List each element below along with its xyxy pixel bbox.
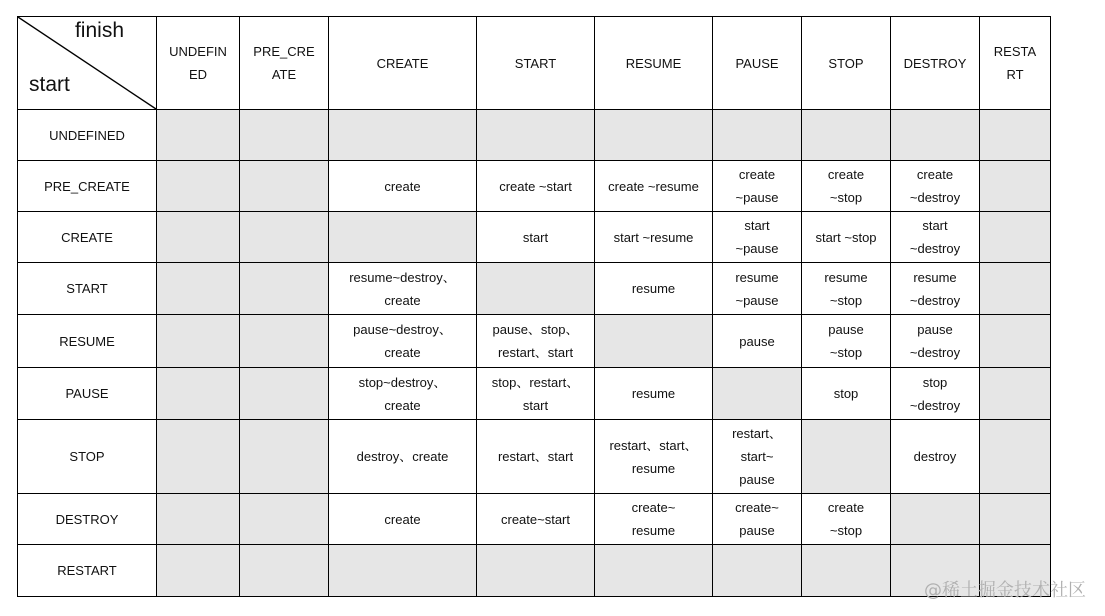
table-row <box>18 545 1051 597</box>
empty-cell <box>157 315 240 368</box>
row-header: START <box>18 263 157 315</box>
table-row <box>18 110 1051 161</box>
empty-cell <box>157 494 240 545</box>
transition-cell: restart、 start~ pause <box>713 420 802 494</box>
corner-cell <box>18 17 157 110</box>
table-row <box>18 368 1051 420</box>
empty-cell <box>980 368 1051 420</box>
corner-start-label: start <box>29 73 70 96</box>
empty-cell <box>329 110 477 161</box>
table-row <box>18 420 1051 494</box>
empty-cell <box>157 161 240 212</box>
empty-cell <box>802 420 891 494</box>
transition-cell: stop~destroy、 create <box>329 368 477 420</box>
empty-cell <box>713 368 802 420</box>
transition-cell: create ~stop <box>802 161 891 212</box>
transition-cell: restart、start、 resume <box>595 420 713 494</box>
column-header: PAUSE <box>713 17 802 110</box>
transition-cell: start <box>477 212 595 263</box>
transition-cell: create ~stop <box>802 494 891 545</box>
empty-cell <box>980 420 1051 494</box>
empty-cell <box>240 494 329 545</box>
empty-cell <box>595 110 713 161</box>
row-header: STOP <box>18 420 157 494</box>
empty-cell <box>802 545 891 597</box>
transition-cell: pause、stop、 restart、start <box>477 315 595 368</box>
empty-cell <box>713 545 802 597</box>
transition-cell: create~ pause <box>713 494 802 545</box>
transition-cell: restart、start <box>477 420 595 494</box>
row-header: RESTART <box>18 545 157 597</box>
transition-cell: destroy <box>891 420 980 494</box>
transition-cell: stop、restart、 start <box>477 368 595 420</box>
empty-cell <box>157 263 240 315</box>
column-header: PRE_CRE ATE <box>240 17 329 110</box>
empty-cell <box>157 368 240 420</box>
column-header: UNDEFIN ED <box>157 17 240 110</box>
column-header: DESTROY <box>891 17 980 110</box>
transition-cell: resume <box>595 368 713 420</box>
row-header: UNDEFINED <box>18 110 157 161</box>
table-row <box>18 161 1051 212</box>
empty-cell <box>240 212 329 263</box>
transition-cell: stop <box>802 368 891 420</box>
row-header: PRE_CREATE <box>18 161 157 212</box>
transition-cell: start ~pause <box>713 212 802 263</box>
transition-cell: create~start <box>477 494 595 545</box>
empty-cell <box>240 545 329 597</box>
empty-cell <box>157 212 240 263</box>
transition-cell: resume <box>595 263 713 315</box>
empty-cell <box>595 315 713 368</box>
empty-cell <box>240 161 329 212</box>
transition-cell: stop ~destroy <box>891 368 980 420</box>
transition-cell: pause ~stop <box>802 315 891 368</box>
transition-cell: resume ~pause <box>713 263 802 315</box>
empty-cell <box>329 212 477 263</box>
header-row <box>18 17 1051 110</box>
transition-cell: create <box>329 161 477 212</box>
empty-cell <box>980 315 1051 368</box>
empty-cell <box>891 110 980 161</box>
row-header: CREATE <box>18 212 157 263</box>
table-row <box>18 212 1051 263</box>
empty-cell <box>157 545 240 597</box>
empty-cell <box>802 110 891 161</box>
transition-cell: resume ~destroy <box>891 263 980 315</box>
empty-cell <box>477 263 595 315</box>
empty-cell <box>713 110 802 161</box>
empty-cell <box>980 161 1051 212</box>
transition-cell: resume ~stop <box>802 263 891 315</box>
empty-cell <box>240 315 329 368</box>
transition-cell: start ~stop <box>802 212 891 263</box>
empty-cell <box>240 368 329 420</box>
transition-cell: create ~start <box>477 161 595 212</box>
empty-cell <box>477 110 595 161</box>
transition-cell: destroy、create <box>329 420 477 494</box>
state-transition-table <box>17 16 1051 597</box>
row-header: DESTROY <box>18 494 157 545</box>
empty-cell <box>477 545 595 597</box>
transition-cell: create <box>329 494 477 545</box>
transition-cell: resume~destroy、 create <box>329 263 477 315</box>
table-row <box>18 263 1051 315</box>
watermark: @稀土掘金技术社区 <box>924 580 1086 601</box>
column-header: RESTA RT <box>980 17 1051 110</box>
transition-cell: create ~resume <box>595 161 713 212</box>
transition-cell: create ~destroy <box>891 161 980 212</box>
column-header: START <box>477 17 595 110</box>
corner-finish-label: finish <box>74 19 124 42</box>
empty-cell <box>980 494 1051 545</box>
transition-cell: create ~pause <box>713 161 802 212</box>
empty-cell <box>980 263 1051 315</box>
empty-cell <box>240 110 329 161</box>
empty-cell <box>157 110 240 161</box>
empty-cell <box>157 420 240 494</box>
table-row <box>18 315 1051 368</box>
transition-cell: start ~destroy <box>891 212 980 263</box>
transition-cell: pause <box>713 315 802 368</box>
row-header: PAUSE <box>18 368 157 420</box>
column-header: RESUME <box>595 17 713 110</box>
empty-cell <box>980 110 1051 161</box>
transition-cell: create~ resume <box>595 494 713 545</box>
empty-cell <box>595 545 713 597</box>
transition-cell: pause ~destroy <box>891 315 980 368</box>
table-row <box>18 494 1051 545</box>
transition-cell: start ~resume <box>595 212 713 263</box>
empty-cell <box>891 494 980 545</box>
empty-cell <box>240 420 329 494</box>
row-header: RESUME <box>18 315 157 368</box>
empty-cell <box>329 545 477 597</box>
transition-cell: pause~destroy、 create <box>329 315 477 368</box>
column-header: CREATE <box>329 17 477 110</box>
empty-cell <box>240 263 329 315</box>
empty-cell <box>980 212 1051 263</box>
column-header: STOP <box>802 17 891 110</box>
